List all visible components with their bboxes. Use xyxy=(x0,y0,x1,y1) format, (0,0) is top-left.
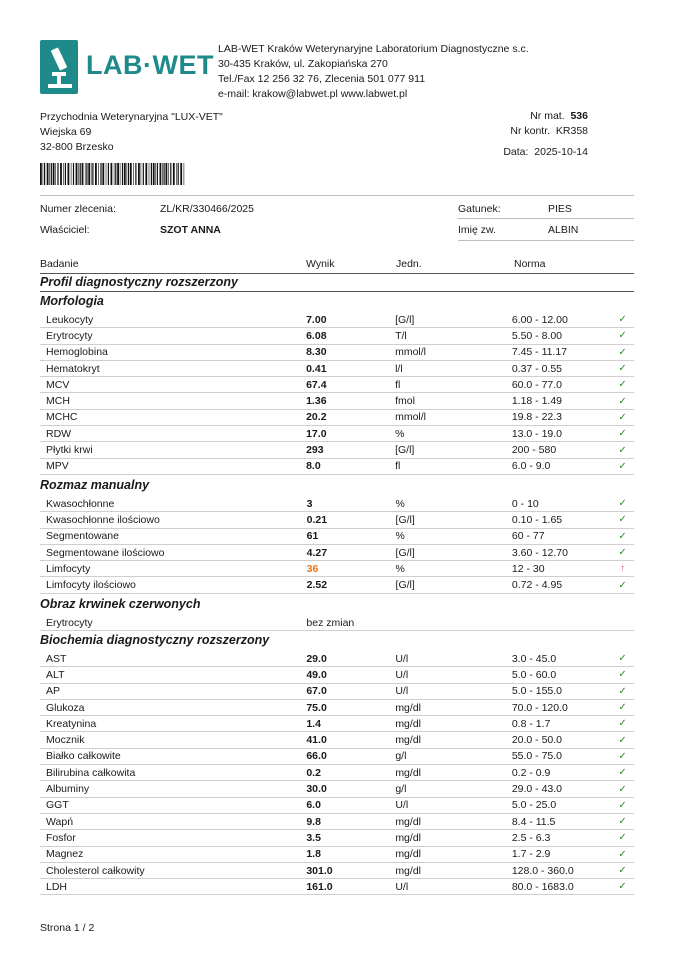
test-value: 41.0 xyxy=(306,732,395,748)
test-unit: mg/dl xyxy=(395,846,512,862)
test-name: Erytrocyty xyxy=(40,615,306,631)
test-unit: g/l xyxy=(395,781,512,797)
nr-mat-value: 536 xyxy=(570,110,588,122)
test-unit: U/l xyxy=(395,667,512,683)
clinic-city: 32-800 Brzesko xyxy=(40,141,114,153)
result-row xyxy=(40,732,634,748)
test-range: 0.37 - 0.55 xyxy=(512,360,611,376)
test-name: AP xyxy=(40,683,306,699)
test-value: 8.0 xyxy=(306,458,395,474)
test-name: Magnez xyxy=(40,846,306,862)
nr-kontr-value: KR358 xyxy=(555,125,588,137)
test-range: 1.18 - 1.49 xyxy=(512,393,611,409)
test-unit: mg/dl xyxy=(395,830,512,846)
divider xyxy=(40,291,634,292)
test-name: Wapń xyxy=(40,813,306,829)
check-icon: ✓ xyxy=(611,528,634,544)
lab-address: 30-435 Kraków, ul. Zakopiańska 270 xyxy=(218,58,388,70)
check-icon: ✓ xyxy=(611,781,634,797)
test-range: 29.0 - 43.0 xyxy=(512,781,611,797)
test-name: Segmentowane ilościowo xyxy=(40,544,307,560)
pet-name-label: Imię zw. xyxy=(458,224,496,236)
test-range: 5.0 - 155.0 xyxy=(512,683,611,699)
test-name: Glukoza xyxy=(40,699,306,715)
test-range: 60 - 77 xyxy=(512,528,611,544)
test-range: 6.0 - 9.0 xyxy=(512,458,611,474)
test-unit: mg/dl xyxy=(395,813,512,829)
test-unit: % xyxy=(395,426,512,442)
check-icon: ✓ xyxy=(611,458,634,474)
check-icon: ✓ xyxy=(611,862,634,878)
test-unit: T/l xyxy=(395,328,512,344)
result-row xyxy=(40,846,634,862)
check-icon: ✓ xyxy=(611,512,634,528)
test-unit: [G/l] xyxy=(395,442,512,458)
result-row xyxy=(40,409,634,425)
check-icon: ✓ xyxy=(611,879,634,895)
test-unit: [G/l] xyxy=(396,544,512,560)
result-row xyxy=(40,344,634,360)
test-unit: mmol/l xyxy=(395,409,512,425)
test-name: Erytrocyty xyxy=(40,328,306,344)
test-range: 8.4 - 11.5 xyxy=(512,813,611,829)
check-icon: ✓ xyxy=(611,393,634,409)
test-range: 20.0 - 50.0 xyxy=(512,732,611,748)
test-value: 49.0 xyxy=(306,667,395,683)
header-divider xyxy=(40,273,634,274)
test-unit xyxy=(396,615,513,631)
test-value: 0.41 xyxy=(306,360,395,376)
result-row xyxy=(40,426,634,442)
check-icon: ✓ xyxy=(611,328,634,344)
result-row xyxy=(40,615,634,631)
result-row xyxy=(40,512,634,528)
check-icon: ✓ xyxy=(611,312,634,328)
sample-meta xyxy=(503,109,588,160)
test-range: 0.10 - 1.65 xyxy=(512,512,611,528)
test-value: 3 xyxy=(307,496,396,512)
test-name: MCV xyxy=(40,377,306,393)
test-unit: l/l xyxy=(395,360,512,376)
test-value: 161.0 xyxy=(306,879,395,895)
species-value: PIES xyxy=(548,203,572,215)
arrow-up-icon: ↑ xyxy=(611,561,634,577)
result-row xyxy=(40,458,634,474)
section-title-smear: Rozmaz manualny xyxy=(40,478,150,492)
result-row xyxy=(40,765,634,781)
logo-mark xyxy=(40,40,78,94)
test-name: Bilirubina całkowita xyxy=(40,765,306,781)
test-value: 75.0 xyxy=(306,699,395,715)
test-unit: g/l xyxy=(395,748,512,764)
test-name: Limfocyty xyxy=(40,561,307,577)
test-range xyxy=(512,615,611,631)
test-unit: fmol xyxy=(395,393,512,409)
section-title-rbc: Obraz krwinek czerwonych xyxy=(40,597,201,611)
test-name: GGT xyxy=(40,797,306,813)
order-number-value: ZL/KR/330466/2025 xyxy=(160,203,254,215)
result-row xyxy=(40,377,634,393)
check-icon: ✓ xyxy=(611,765,634,781)
test-range: 3.0 - 45.0 xyxy=(512,651,611,667)
owner-value: SZOT ANNA xyxy=(160,224,221,236)
order-number-label: Numer zlecenia: xyxy=(40,203,116,215)
test-range: 12 - 30 xyxy=(512,561,611,577)
test-range: 5.0 - 25.0 xyxy=(512,797,611,813)
result-row xyxy=(40,312,634,328)
test-name: MCH xyxy=(40,393,306,409)
clinic-address xyxy=(40,110,223,155)
test-value: 29.0 xyxy=(306,651,395,667)
test-range: 60.0 - 77.0 xyxy=(512,377,611,393)
test-range: 0.72 - 4.95 xyxy=(512,577,611,593)
check-icon: ✓ xyxy=(611,716,634,732)
check-icon: ✓ xyxy=(611,651,634,667)
results-table-smear xyxy=(40,496,634,594)
test-value: 0.21 xyxy=(307,512,396,528)
results-table-morphology xyxy=(40,312,634,475)
test-range: 13.0 - 19.0 xyxy=(512,426,611,442)
test-name: Białko całkowite xyxy=(40,748,306,764)
page-number: Strona 1 / 2 xyxy=(40,922,95,934)
col-header-test: Badanie xyxy=(40,258,79,270)
results-table-biochemistry xyxy=(40,651,634,895)
results-table-rbc xyxy=(40,615,634,631)
result-row xyxy=(40,561,634,577)
check-icon: ✓ xyxy=(611,409,634,425)
test-unit: U/l xyxy=(395,797,512,813)
divider xyxy=(40,195,634,196)
check-icon: ✓ xyxy=(611,699,634,715)
test-range: 6.00 - 12.00 xyxy=(512,312,611,328)
date-value: 2025-10-14 xyxy=(534,146,588,158)
result-row xyxy=(40,781,634,797)
test-name: Fosfor xyxy=(40,830,306,846)
test-value: 0.2 xyxy=(306,765,395,781)
test-unit: mg/dl xyxy=(395,716,512,732)
test-value: 36 xyxy=(307,561,396,577)
check-icon: ✓ xyxy=(611,667,634,683)
result-row xyxy=(40,797,634,813)
test-name: Kwasochłonne xyxy=(40,496,307,512)
test-name: Limfocyty ilościowo xyxy=(40,577,307,593)
result-row xyxy=(40,699,634,715)
test-range: 19.8 - 22.3 xyxy=(512,409,611,425)
test-range: 0 - 10 xyxy=(512,496,611,512)
test-range: 200 - 580 xyxy=(512,442,611,458)
result-row xyxy=(40,577,634,593)
divider xyxy=(458,240,634,241)
owner-label: Właściciel: xyxy=(40,224,90,236)
test-value: 30.0 xyxy=(306,781,395,797)
clinic-street: Wiejska 69 xyxy=(40,126,92,138)
test-value: 9.8 xyxy=(306,813,395,829)
test-unit: U/l xyxy=(395,879,512,895)
test-value: 301.0 xyxy=(306,862,395,878)
result-row xyxy=(40,879,634,895)
test-unit: [G/l] xyxy=(396,577,512,593)
test-range: 1.7 - 2.9 xyxy=(512,846,611,862)
check-icon: ✓ xyxy=(611,813,634,829)
test-value: 6.0 xyxy=(306,797,395,813)
section-title-profile: Profil diagnostyczny rozszerzony xyxy=(40,275,238,289)
test-value: 6.08 xyxy=(306,328,395,344)
test-value: 61 xyxy=(307,528,396,544)
test-value: 2.52 xyxy=(307,577,396,593)
test-value: 66.0 xyxy=(306,748,395,764)
test-name: Kwasochłonne ilościowo xyxy=(40,512,307,528)
test-unit: mg/dl xyxy=(395,699,512,715)
test-unit: % xyxy=(396,561,512,577)
result-row xyxy=(40,328,634,344)
test-unit: % xyxy=(396,528,512,544)
result-row xyxy=(40,748,634,764)
test-value: 1.8 xyxy=(306,846,395,862)
section-title-biochemistry: Biochemia diagnostyczny rozszerzony xyxy=(40,633,270,647)
result-row xyxy=(40,544,634,560)
result-row xyxy=(40,716,634,732)
test-range: 2.5 - 6.3 xyxy=(512,830,611,846)
result-row xyxy=(40,651,634,667)
check-icon: ✓ xyxy=(611,683,634,699)
result-row xyxy=(40,683,634,699)
test-name: RDW xyxy=(40,426,306,442)
lab-info xyxy=(218,42,529,102)
result-row xyxy=(40,528,634,544)
result-row xyxy=(40,862,634,878)
check-icon: ✓ xyxy=(611,496,634,512)
result-row xyxy=(40,393,634,409)
pet-name-value: ALBIN xyxy=(548,224,579,236)
species-label: Gatunek: xyxy=(458,203,501,215)
test-value: 67.0 xyxy=(306,683,395,699)
result-row xyxy=(40,442,634,458)
divider xyxy=(458,218,634,219)
test-name: Segmentowane xyxy=(40,528,307,544)
test-name: Hemoglobina xyxy=(40,344,306,360)
test-name: Cholesterol całkowity xyxy=(40,862,306,878)
test-name: LDH xyxy=(40,879,306,895)
test-range: 5.0 - 60.0 xyxy=(512,667,611,683)
col-header-result: Wynik xyxy=(306,258,335,270)
test-name: AST xyxy=(40,651,306,667)
lab-contact: e-mail: krakow@labwet.pl www.labwet.pl xyxy=(218,88,408,100)
check-icon: ✓ xyxy=(611,426,634,442)
check-icon: ✓ xyxy=(611,360,634,376)
test-unit: mmol/l xyxy=(395,344,512,360)
col-header-unit: Jedn. xyxy=(396,258,422,270)
test-range: 70.0 - 120.0 xyxy=(512,699,611,715)
test-value: 1.4 xyxy=(306,716,395,732)
test-value: 7.00 xyxy=(306,312,395,328)
section-title-morphology: Morfologia xyxy=(40,294,104,308)
test-name: Kreatynina xyxy=(40,716,306,732)
check-icon: ✓ xyxy=(611,442,634,458)
result-row xyxy=(40,360,634,376)
test-name: ALT xyxy=(40,667,306,683)
logo-text: LAB·WET xyxy=(86,50,214,80)
test-unit: mg/dl xyxy=(395,862,512,878)
test-unit: mg/dl xyxy=(395,732,512,748)
check-icon: ✓ xyxy=(611,377,634,393)
test-value: 1.36 xyxy=(306,393,395,409)
test-value: 3.5 xyxy=(306,830,395,846)
test-value: bez zmian xyxy=(306,615,395,631)
test-value: 293 xyxy=(306,442,395,458)
test-range: 80.0 - 1683.0 xyxy=(512,879,611,895)
test-name: Mocznik xyxy=(40,732,306,748)
result-row xyxy=(40,830,634,846)
check-icon: ✓ xyxy=(611,344,634,360)
test-value: 17.0 xyxy=(306,426,395,442)
check-icon: ✓ xyxy=(611,748,634,764)
check-icon: ✓ xyxy=(611,846,634,862)
test-unit: [G/l] xyxy=(396,512,512,528)
result-row xyxy=(40,667,634,683)
test-value: 4.27 xyxy=(307,544,396,560)
microscope-icon xyxy=(40,40,78,94)
test-range: 0.8 - 1.7 xyxy=(512,716,611,732)
check-icon: ✓ xyxy=(611,830,634,846)
test-unit: [G/l] xyxy=(395,312,512,328)
test-range: 3.60 - 12.70 xyxy=(512,544,611,560)
test-unit: mg/dl xyxy=(395,765,512,781)
test-range: 7.45 - 11.17 xyxy=(512,344,611,360)
test-range: 55.0 - 75.0 xyxy=(512,748,611,764)
date-label: Data: xyxy=(503,146,529,158)
test-value: 8.30 xyxy=(306,344,395,360)
barcode xyxy=(40,163,185,185)
lab-phone: Tel./Fax 12 256 32 76, Zlecenia 501 077 911 xyxy=(218,73,426,85)
test-name: MCHC xyxy=(40,409,306,425)
result-row xyxy=(40,496,634,512)
check-icon: ✓ xyxy=(611,732,634,748)
test-value: 67.4 xyxy=(306,377,395,393)
check-icon: ✓ xyxy=(611,577,634,593)
test-name: Albuminy xyxy=(40,781,306,797)
test-unit: U/l xyxy=(395,683,512,699)
test-unit: fl xyxy=(395,377,512,393)
test-range: 0.2 - 0.9 xyxy=(512,765,611,781)
status-cell xyxy=(611,615,634,631)
nr-mat-label: Nr mat. xyxy=(530,110,565,122)
test-range: 5.50 - 8.00 xyxy=(512,328,611,344)
clinic-name: Przychodnia Weterynaryjna "LUX-VET" xyxy=(40,111,223,123)
test-value: 20.2 xyxy=(306,409,395,425)
test-unit: % xyxy=(396,496,512,512)
test-unit: fl xyxy=(395,458,512,474)
test-name: Płytki krwi xyxy=(40,442,306,458)
lab-name: LAB-WET Kraków Weterynaryjne Laboratorium Diagnostyczne s.c. xyxy=(218,43,529,55)
check-icon: ✓ xyxy=(611,544,634,560)
check-icon: ✓ xyxy=(611,797,634,813)
test-range: 128.0 - 360.0 xyxy=(512,862,611,878)
col-header-range: Norma xyxy=(514,258,546,270)
test-unit: U/l xyxy=(395,651,512,667)
result-row xyxy=(40,813,634,829)
test-name: Hematokryt xyxy=(40,360,306,376)
test-name: Leukocyty xyxy=(40,312,306,328)
test-name: MPV xyxy=(40,458,306,474)
nr-kontr-label: Nr kontr. xyxy=(510,125,551,137)
